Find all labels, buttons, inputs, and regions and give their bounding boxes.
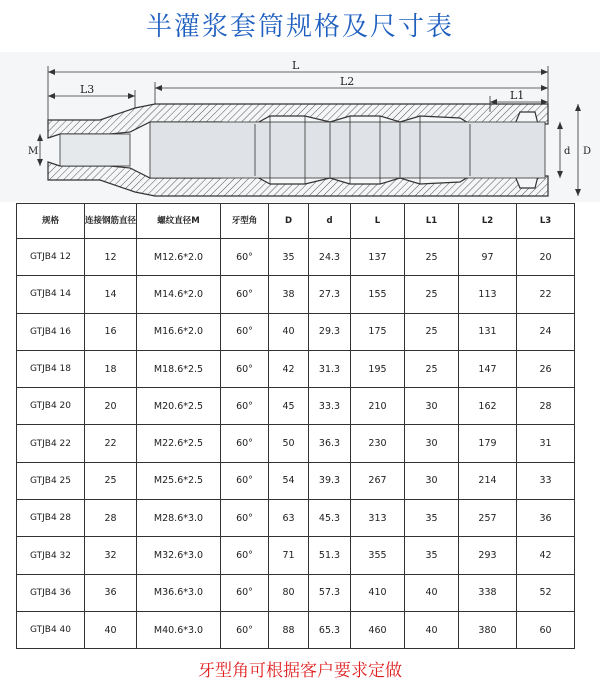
table-cell: 25 [85,462,137,499]
table-cell: 25 [405,313,459,350]
table-cell: 60° [221,350,269,387]
table-cell: 60° [221,574,269,611]
model-cell: GTJB4 25 [17,462,85,499]
table-cell: 42 [269,350,309,387]
table-cell: 230 [351,425,405,462]
model-cell: GTJB4 40 [17,611,85,648]
table-cell: 210 [351,388,405,425]
table-cell: 113 [459,276,517,313]
model-cell: GTJB4 22 [17,425,85,462]
table-cell: M36.6*3.0 [137,574,221,611]
table-cell: 36 [517,500,575,537]
spec-table-container [16,203,574,653]
table-cell: 460 [351,611,405,648]
table-cell: 179 [459,425,517,462]
table-cell: 33.3 [309,388,351,425]
header-cell: 规格 [17,204,85,239]
table-cell: 35 [269,239,309,276]
table-cell: 410 [351,574,405,611]
table-cell: 30 [405,388,459,425]
model-cell: GTJB4 20 [17,388,85,425]
model-cell: GTJB4 36 [17,574,85,611]
table-cell: M16.6*2.0 [137,313,221,350]
header-cell: D [269,204,309,239]
table-cell: 31.3 [309,350,351,387]
header-cell: L [351,204,405,239]
table-cell: 88 [269,611,309,648]
table-cell: 40 [85,611,137,648]
model-cell: GTJB4 14 [17,276,85,313]
table-cell: 54 [269,462,309,499]
table-cell: 26 [517,350,575,387]
table-cell: M32.6*3.0 [137,537,221,574]
table-cell: 30 [405,462,459,499]
table-cell: 63 [269,500,309,537]
table-cell: 60° [221,462,269,499]
dim-label-D: D [583,146,592,157]
table-cell: 60° [221,276,269,313]
table-cell: 80 [269,574,309,611]
table-cell: 60° [221,388,269,425]
table-cell: 71 [269,537,309,574]
dim-label-L1: L1 [510,89,525,102]
table-cell: 60 [517,611,575,648]
table-cell: 25 [405,350,459,387]
table-cell: 25 [405,239,459,276]
table-cell: 60° [221,611,269,648]
table-cell: 60° [221,425,269,462]
table-cell: M28.6*3.0 [137,500,221,537]
table-cell: 155 [351,276,405,313]
model-cell: GTJB4 28 [17,500,85,537]
table-cell: 42 [517,537,575,574]
table-cell: 380 [459,611,517,648]
model-cell: GTJB4 16 [17,313,85,350]
table-cell: 60° [221,239,269,276]
header-cell: d [309,204,351,239]
table-row [17,276,575,313]
table-cell: 52 [517,574,575,611]
table-cell: M18.6*2.5 [137,350,221,387]
header-cell: L3 [517,204,575,239]
dim-label-L: L [292,59,300,72]
table-cell: 38 [269,276,309,313]
table-cell: 40 [269,313,309,350]
table-cell: 40 [405,574,459,611]
table-header-row [17,204,575,239]
table-cell: M12.6*2.0 [137,239,221,276]
table-cell: 28 [85,500,137,537]
table-row [17,239,575,276]
table-row [17,537,575,574]
table-row [17,350,575,387]
table-cell: 33 [517,462,575,499]
table-cell: 30 [405,425,459,462]
table-cell: 137 [351,239,405,276]
table-row [17,462,575,499]
model-cell: GTJB4 18 [17,350,85,387]
table-cell: 60° [221,500,269,537]
table-cell: 16 [85,313,137,350]
table-cell: 60° [221,537,269,574]
table-row [17,611,575,648]
table-cell: 20 [517,239,575,276]
table-cell: 29.3 [309,313,351,350]
table-cell: 32 [85,537,137,574]
table-cell: 31 [517,425,575,462]
dim-label-L2: L2 [340,75,355,88]
header-cell: 连接钢筋直径 [85,204,137,239]
table-cell: 12 [85,239,137,276]
table-row [17,500,575,537]
table-cell: 35 [405,537,459,574]
table-cell: 338 [459,574,517,611]
table-cell: 267 [351,462,405,499]
table-cell: 162 [459,388,517,425]
table-cell: M22.6*2.5 [137,425,221,462]
model-cell: GTJB4 12 [17,239,85,276]
table-cell: 313 [351,500,405,537]
dim-label-L3: L3 [80,83,95,96]
table-cell: 18 [85,350,137,387]
header-cell: L1 [405,204,459,239]
header-cell: 牙型角 [221,204,269,239]
table-cell: 97 [459,239,517,276]
table-cell: 14 [85,276,137,313]
table-cell: 50 [269,425,309,462]
table-cell: 57.3 [309,574,351,611]
table-row [17,388,575,425]
table-cell: M20.6*2.5 [137,388,221,425]
table-cell: M25.6*2.5 [137,462,221,499]
dim-label-M: M [28,146,39,157]
model-cell: GTJB4 32 [17,537,85,574]
table-cell: 39.3 [309,462,351,499]
page-title: 半灌浆套筒规格及尺寸表 [145,12,454,42]
dim-label-d: d [564,146,571,157]
table-cell: 24 [517,313,575,350]
table-cell: 355 [351,537,405,574]
table-cell: M14.6*2.0 [137,276,221,313]
table-body [17,239,575,649]
table-row [17,425,575,462]
table-cell: 22 [517,276,575,313]
table-cell: 45 [269,388,309,425]
sleeve-cross-section-drawing [0,52,600,202]
header-cell: 螺纹直径M [137,204,221,239]
table-cell: 65.3 [309,611,351,648]
table-row [17,313,575,350]
table-cell: 214 [459,462,517,499]
table-cell: 35 [405,500,459,537]
table-cell: 28 [517,388,575,425]
table-cell: 293 [459,537,517,574]
table-cell: 27.3 [309,276,351,313]
table-cell: 22 [85,425,137,462]
table-cell: 45.3 [309,500,351,537]
table-cell: 24.3 [309,239,351,276]
table-cell: 36.3 [309,425,351,462]
table-cell: 60° [221,313,269,350]
footer-note: 牙型角可根据客户要求定做 [198,661,402,681]
spec-table [16,203,575,649]
table-cell: 51.3 [309,537,351,574]
table-row [17,574,575,611]
header-cell: L2 [459,204,517,239]
table-cell: 36 [85,574,137,611]
table-cell: 20 [85,388,137,425]
table-cell: 25 [405,276,459,313]
table-cell: M40.6*3.0 [137,611,221,648]
table-cell: 131 [459,313,517,350]
table-cell: 40 [405,611,459,648]
table-cell: 257 [459,500,517,537]
table-cell: 175 [351,313,405,350]
table-cell: 195 [351,350,405,387]
table-cell: 147 [459,350,517,387]
